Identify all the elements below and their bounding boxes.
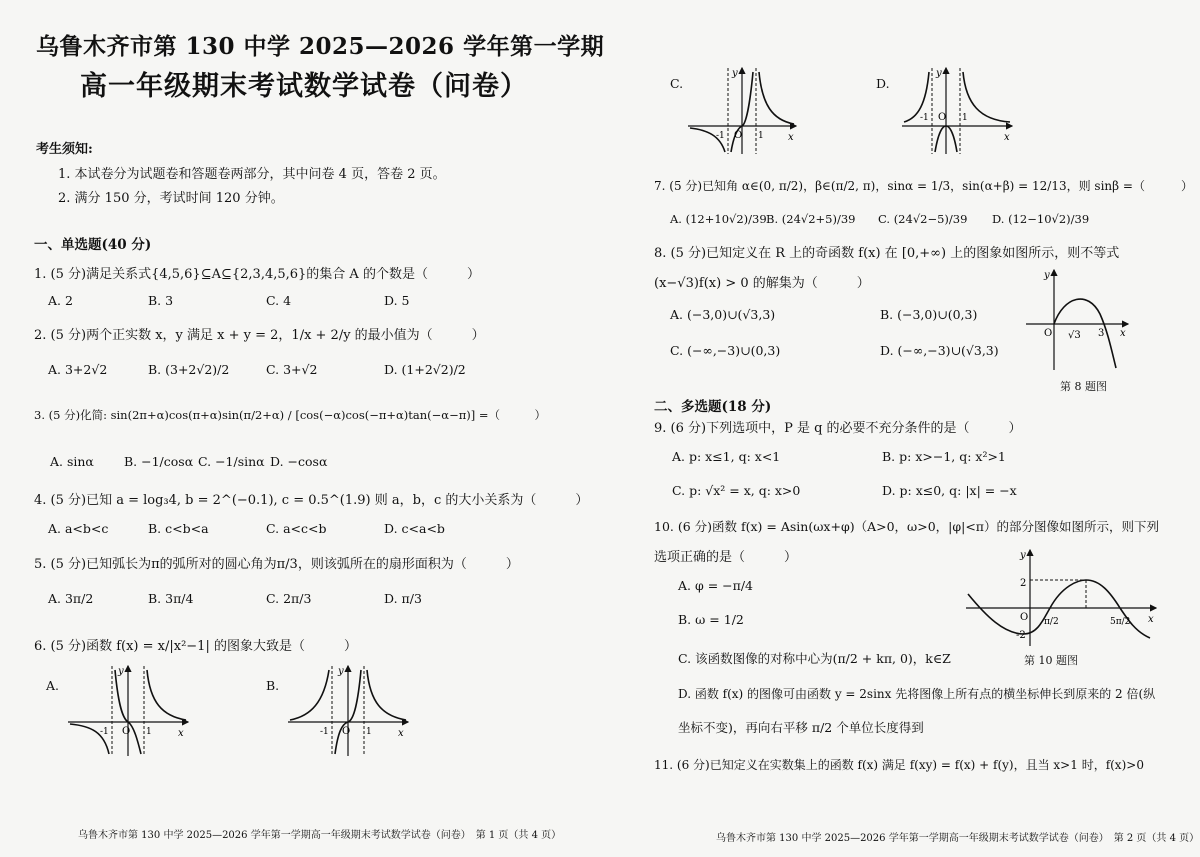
tick-neg1: -1: [716, 131, 725, 141]
origin-label: O: [342, 726, 351, 737]
question-10: 10. (6 分)函数 f(x) = Asin(ωx+φ)（A>0，ω>0，|φ|<π）的部分图像如图所示，则下列: [654, 519, 1160, 534]
q2-option-d: D. (1+2√2)/2: [384, 362, 466, 377]
q4-option-d: D. c<a<b: [384, 521, 445, 536]
question-10-cont: 选项正确的是（ ）: [654, 550, 798, 565]
figure-8-caption: 第 8 题图: [1060, 380, 1107, 393]
x-axis-label: x: [178, 728, 184, 739]
x-axis-label: x: [788, 132, 794, 143]
notice-item-2: 2. 满分 150 分，考试时间 120 分钟。: [58, 191, 284, 206]
section-single-choice: 一、单选题(40 分): [34, 237, 152, 253]
y-axis-label: y: [1044, 270, 1050, 281]
question-6: 6. (5 分)函数 f(x) = x/|x²−1| 的图象大致是（ ）: [34, 639, 357, 654]
question-11: 11. (6 分)已知定义在实数集上的函数 f(x) 满足 f(xy) = f(x) + f(y)，且当 x>1 时，f(x)>0: [654, 758, 1144, 772]
y-axis-label: y: [1020, 550, 1026, 561]
figure-10-graph: [964, 546, 1160, 650]
q3-option-a: A. sinα: [50, 454, 94, 469]
q3-option-d: D. −cosα: [270, 454, 328, 469]
q5-option-a: A. 3π/2: [48, 591, 94, 606]
q4-option-a: A. a<b<c: [48, 521, 109, 536]
q6-option-d-label: D.: [876, 76, 890, 91]
tick-5pi-over-2: 5π/2: [1110, 617, 1131, 627]
q10-option-d-line2: 坐标不变)，再向右平移 π/2 个单位长度得到: [678, 720, 924, 735]
exam-page-2: [600, 0, 1200, 857]
tick-neg2: -2: [1016, 630, 1026, 641]
y-axis-label: y: [936, 68, 942, 79]
question-3: 3. (5 分)化简: sin(2π+α)cos(π+α)sin(π/2+α) / [cos(−α)cos(−π+α)tan(−α−π)] =（ ）: [34, 408, 547, 422]
q3-option-b: B. −1/cosα: [124, 454, 194, 469]
q10-option-d-line1: D. 函数 f(x) 的图像可由函数 y = 2sinx 先将图像上所有点的横坐标伸长到原来的 2 倍(纵: [678, 687, 1156, 701]
section-multi-choice: 二、多选题(18 分): [654, 399, 772, 415]
tick-2: 2: [1020, 578, 1027, 589]
q1-option-c: C. 4: [266, 293, 292, 308]
q9-option-a: A. p: x≤1, q: x<1: [672, 449, 781, 464]
question-9: 9. (6 分)下列选项中，P 是 q 的必要不充分条件的是（ ）: [654, 421, 1022, 436]
q6-graph-d: [900, 64, 1016, 156]
exam-title-line2: 高一年级期末考试数学试卷（问卷）: [80, 71, 528, 102]
q2-option-a: A. 3+2√2: [48, 362, 108, 377]
q3-option-c: C. −1/sinα: [198, 454, 265, 469]
y-axis-label: y: [118, 666, 124, 677]
question-8: 8. (5 分)已知定义在 R 上的奇函数 f(x) 在 [0,+∞) 上的图象如图所示，则不等式: [654, 246, 1120, 261]
q8-option-a: A. (−3,0)∪(√3,3): [670, 307, 776, 322]
x-axis-label: x: [398, 728, 404, 739]
tick-3: 3: [1098, 328, 1105, 339]
q8-option-c: C. (−∞,−3)∪(0,3): [670, 343, 781, 358]
question-7: 7. (5 分)已知角 α∈(0, π/2)，β∈(π/2, π)，sinα = 1/3，sin(α+β) = 12/13，则 sinβ =（ ）: [654, 179, 1193, 193]
q1-option-d: D. 5: [384, 293, 410, 308]
q4-option-c: C. a<c<b: [266, 521, 327, 536]
q5-option-c: C. 2π/3: [266, 591, 312, 606]
x-axis-label: x: [1120, 328, 1126, 339]
question-4: 4. (5 分)已知 a = log₃4, b = 2^(−0.1), c = 0.5^(1.9) 则 a，b，c 的大小关系为（ ）: [34, 493, 589, 508]
q7-option-b: B. (24√2+5)/39: [766, 212, 856, 226]
x-axis-label: x: [1004, 132, 1010, 143]
q1-option-b: B. 3: [148, 293, 174, 308]
q9-option-d: D. p: x≤0, q: |x| = −x: [882, 483, 1017, 498]
q6-graph-c: [686, 64, 800, 156]
figure-10-caption: 第 10 题图: [1024, 654, 1078, 667]
page-1-footer: 乌鲁木齐市第 130 中学 2025—2026 学年第一学期高一年级期末考试数学试卷（问卷） 第 1 页（共 4 页）: [78, 830, 562, 841]
question-1: 1. (5 分)满足关系式{4,5,6}⊆A⊆{2,3,4,5,6}的集合 A 的个数是（ ）: [34, 267, 480, 282]
q2-option-c: C. 3+√2: [266, 362, 318, 377]
origin-label: O: [122, 726, 131, 737]
tick-sqrt3: √3: [1068, 330, 1081, 341]
q6-option-a-label: A.: [46, 678, 60, 693]
origin-label: O: [1020, 612, 1029, 623]
tick-neg1: -1: [100, 727, 109, 737]
q10-option-b: B. ω = 1/2: [678, 612, 744, 627]
exam-title-line1: 乌鲁木齐市第 130 中学 2025—2026 学年第一学期: [36, 33, 605, 60]
question-5: 5. (5 分)已知弧长为π的弧所对的圆心角为π/3，则该弧所在的扇形面积为（ ）: [34, 557, 519, 572]
tick-1: 1: [758, 131, 764, 141]
q5-option-d: D. π/3: [384, 591, 422, 606]
tick-1: 1: [366, 727, 372, 737]
q6-graph-b: [286, 662, 412, 758]
q8-option-d: D. (−∞,−3)∪(√3,3): [880, 343, 999, 358]
notice-heading: 考生须知:: [36, 142, 93, 157]
q9-option-b: B. p: x>−1, q: x²>1: [882, 449, 1006, 464]
page-2-footer: 乌鲁木齐市第 130 中学 2025—2026 学年第一学期高一年级期末考试数学试卷（问卷） 第 2 页（共 4 页）: [716, 833, 1200, 844]
q10-option-a: A. φ = −π/4: [678, 578, 753, 593]
q6-option-b-label: B.: [266, 678, 280, 693]
q2-option-b: B. (3+2√2)/2: [148, 362, 230, 377]
q6-graph-a: [66, 662, 192, 758]
tick-neg1: -1: [920, 113, 929, 123]
tick-pi-over-2: π/2: [1044, 617, 1059, 627]
q8-option-b: B. (−3,0)∪(0,3): [880, 307, 978, 322]
origin-label: O: [734, 130, 743, 141]
tick-1: 1: [962, 113, 968, 123]
y-axis-label: y: [732, 68, 738, 79]
figure-8-graph: [1024, 266, 1134, 372]
q7-option-d: D. (12−10√2)/39: [992, 212, 1090, 226]
q4-option-b: B. c<b<a: [148, 521, 209, 536]
q6-option-c-label: C.: [670, 76, 684, 91]
tick-neg1: -1: [320, 727, 329, 737]
origin-label: O: [938, 112, 947, 123]
notice-item-1: 1. 本试卷分为试题卷和答题卷两部分，其中问卷 4 页，答卷 2 页。: [58, 167, 446, 182]
q7-option-c: C. (24√2−5)/39: [878, 212, 968, 226]
q7-option-a: A. (12+10√2)/39: [670, 212, 767, 226]
tick-1: 1: [146, 727, 152, 737]
q10-option-c: C. 该函数图像的对称中心为(π/2 + kπ, 0)，k∈Z: [678, 651, 951, 666]
q1-option-a: A. 2: [48, 293, 73, 308]
origin-label: O: [1044, 328, 1053, 339]
q5-option-b: B. 3π/4: [148, 591, 194, 606]
question-8-cont: (x−√3)f(x) > 0 的解集为（ ）: [654, 276, 870, 291]
question-2: 2. (5 分)两个正实数 x，y 满足 x + y = 2，1/x + 2/y 的最小值为（ ）: [34, 328, 485, 343]
x-axis-label: x: [1148, 614, 1154, 625]
q9-option-c: C. p: √x² = x, q: x>0: [672, 483, 801, 498]
y-axis-label: y: [338, 666, 344, 677]
